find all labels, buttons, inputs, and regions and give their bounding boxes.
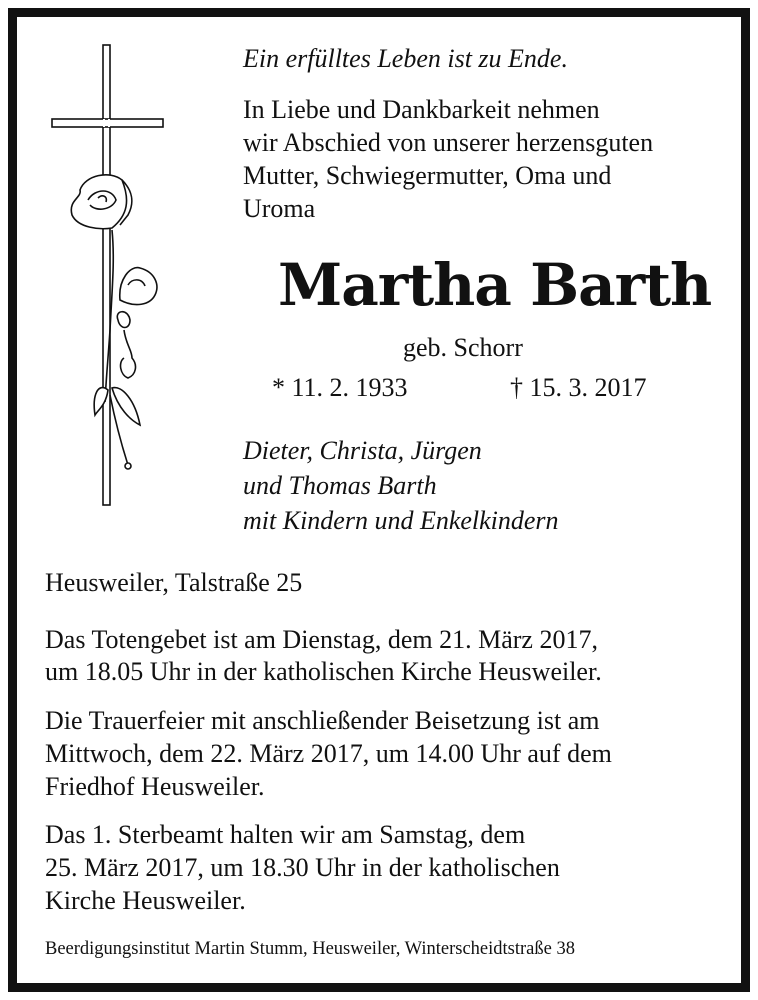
service-line: Das 1. Sterbeamt halten wir am Samstag, dem bbox=[45, 820, 526, 849]
funeral-home: Beerdigungsinstitut Martin Stumm, Heusweiler, Winterscheidtstraße 38 bbox=[45, 939, 575, 959]
service-line: Friedhof Heusweiler. bbox=[45, 772, 265, 801]
intro-line: Mutter, Schwiegermutter, Oma und bbox=[243, 161, 612, 190]
service-line: um 18.05 Uhr in der katholischen Kirche Heusweiler. bbox=[45, 657, 602, 686]
service-line: Kirche Heusweiler. bbox=[45, 886, 246, 915]
motto: Ein erfülltes Leben ist zu Ende. bbox=[243, 44, 568, 73]
birth-date: * 11. 2. 1933 bbox=[272, 373, 408, 402]
intro-line: wir Abschied von unserer herzensguten bbox=[243, 128, 654, 157]
service-line: 25. März 2017, um 18.30 Uhr in der katholischen bbox=[45, 853, 560, 882]
deceased-name: Martha Barth bbox=[278, 251, 712, 319]
maiden-name: geb. Schorr bbox=[403, 333, 523, 362]
address: Heusweiler, Talstraße 25 bbox=[45, 568, 303, 597]
service-line: Mittwoch, dem 22. März 2017, um 14.00 Uhr auf dem bbox=[45, 739, 612, 768]
death-date: † 15. 3. 2017 bbox=[510, 373, 647, 402]
intro-line: In Liebe und Dankbarkeit nehmen bbox=[243, 95, 600, 124]
mourners-line: Dieter, Christa, Jürgen bbox=[243, 436, 482, 465]
intro-line: Uroma bbox=[243, 194, 316, 223]
service-line: Das Totengebet ist am Dienstag, dem 21. März 2017, bbox=[45, 625, 598, 654]
service-line: Die Trauerfeier mit anschließender Beisetzung ist am bbox=[45, 706, 600, 735]
mourners-line: und Thomas Barth bbox=[243, 471, 437, 500]
cross-with-roses-icon bbox=[40, 30, 240, 520]
mourners-line: mit Kindern und Enkelkindern bbox=[243, 506, 559, 535]
